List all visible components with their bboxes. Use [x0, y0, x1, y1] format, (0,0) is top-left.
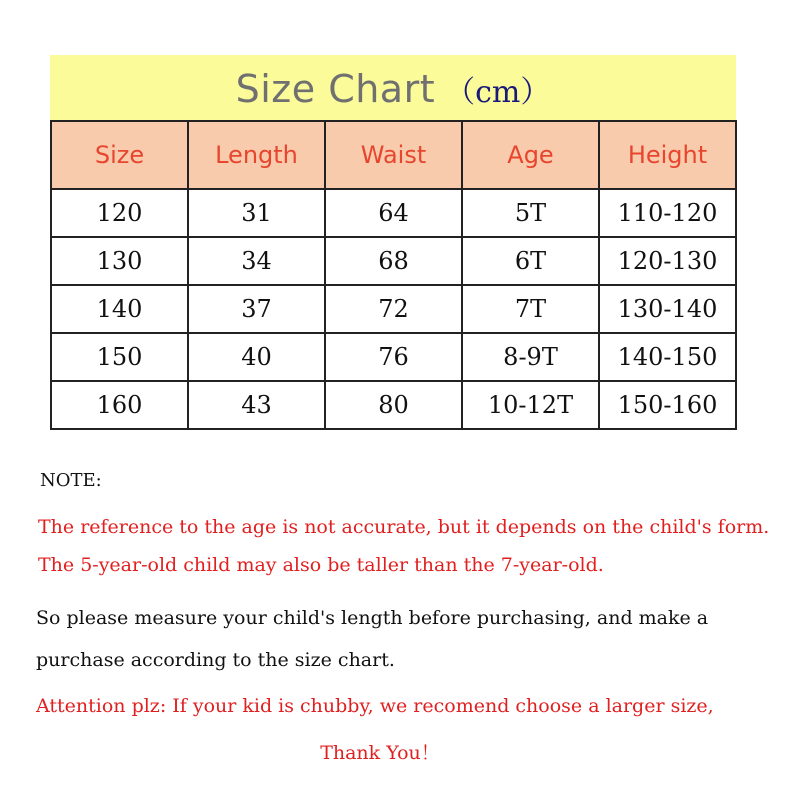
cell-age: 7T: [462, 285, 599, 333]
attention-note: Attention plz: If your kid is chubby, we recomend choose a larger size,: [36, 695, 714, 717]
cell-age: 6T: [462, 237, 599, 285]
cell-waist: 80: [325, 381, 462, 429]
table-row: [51, 333, 736, 381]
table-row: [51, 381, 736, 429]
cell-height: 140-150: [599, 333, 736, 381]
cell-size: 130: [51, 237, 188, 285]
header-age: Age: [462, 121, 599, 189]
cell-age: 8-9T: [462, 333, 599, 381]
cell-height: 150-160: [599, 381, 736, 429]
cell-length: 34: [188, 237, 325, 285]
table-header-row: [51, 121, 736, 189]
size-table: [50, 120, 737, 430]
header-waist: Waist: [325, 121, 462, 189]
cell-height: 130-140: [599, 285, 736, 333]
table-row: [51, 285, 736, 333]
size-chart-title-bar: [50, 55, 736, 122]
header-length: Length: [188, 121, 325, 189]
cell-length: 43: [188, 381, 325, 429]
age-reference-note: The reference to the age is not accurate, but it depends on the child's form. The 5-year-old child may also be taller than the 7-year-old.: [38, 516, 770, 576]
cell-age: 5T: [462, 189, 599, 237]
page-title: Size Chart: [235, 66, 436, 111]
header-height: Height: [599, 121, 736, 189]
cell-waist: 64: [325, 189, 462, 237]
title-unit: （cm）: [445, 74, 551, 110]
measure-note: So please measure your child's length before purchasing, and make a purchase according to the size chart.: [36, 607, 709, 671]
cell-length: 31: [188, 189, 325, 237]
note-label: NOTE:: [40, 470, 102, 491]
header-size: Size: [51, 121, 188, 189]
thank-you-note: Thank You！: [320, 742, 440, 764]
cell-waist: 76: [325, 333, 462, 381]
cell-waist: 72: [325, 285, 462, 333]
cell-length: 40: [188, 333, 325, 381]
cell-size: 160: [51, 381, 188, 429]
cell-height: 110-120: [599, 189, 736, 237]
cell-age: 10-12T: [462, 381, 599, 429]
table-row: [51, 189, 736, 237]
cell-size: 140: [51, 285, 188, 333]
cell-length: 37: [188, 285, 325, 333]
table-row: [51, 237, 736, 285]
cell-size: 150: [51, 333, 188, 381]
cell-size: 120: [51, 189, 188, 237]
cell-waist: 68: [325, 237, 462, 285]
cell-height: 120-130: [599, 237, 736, 285]
